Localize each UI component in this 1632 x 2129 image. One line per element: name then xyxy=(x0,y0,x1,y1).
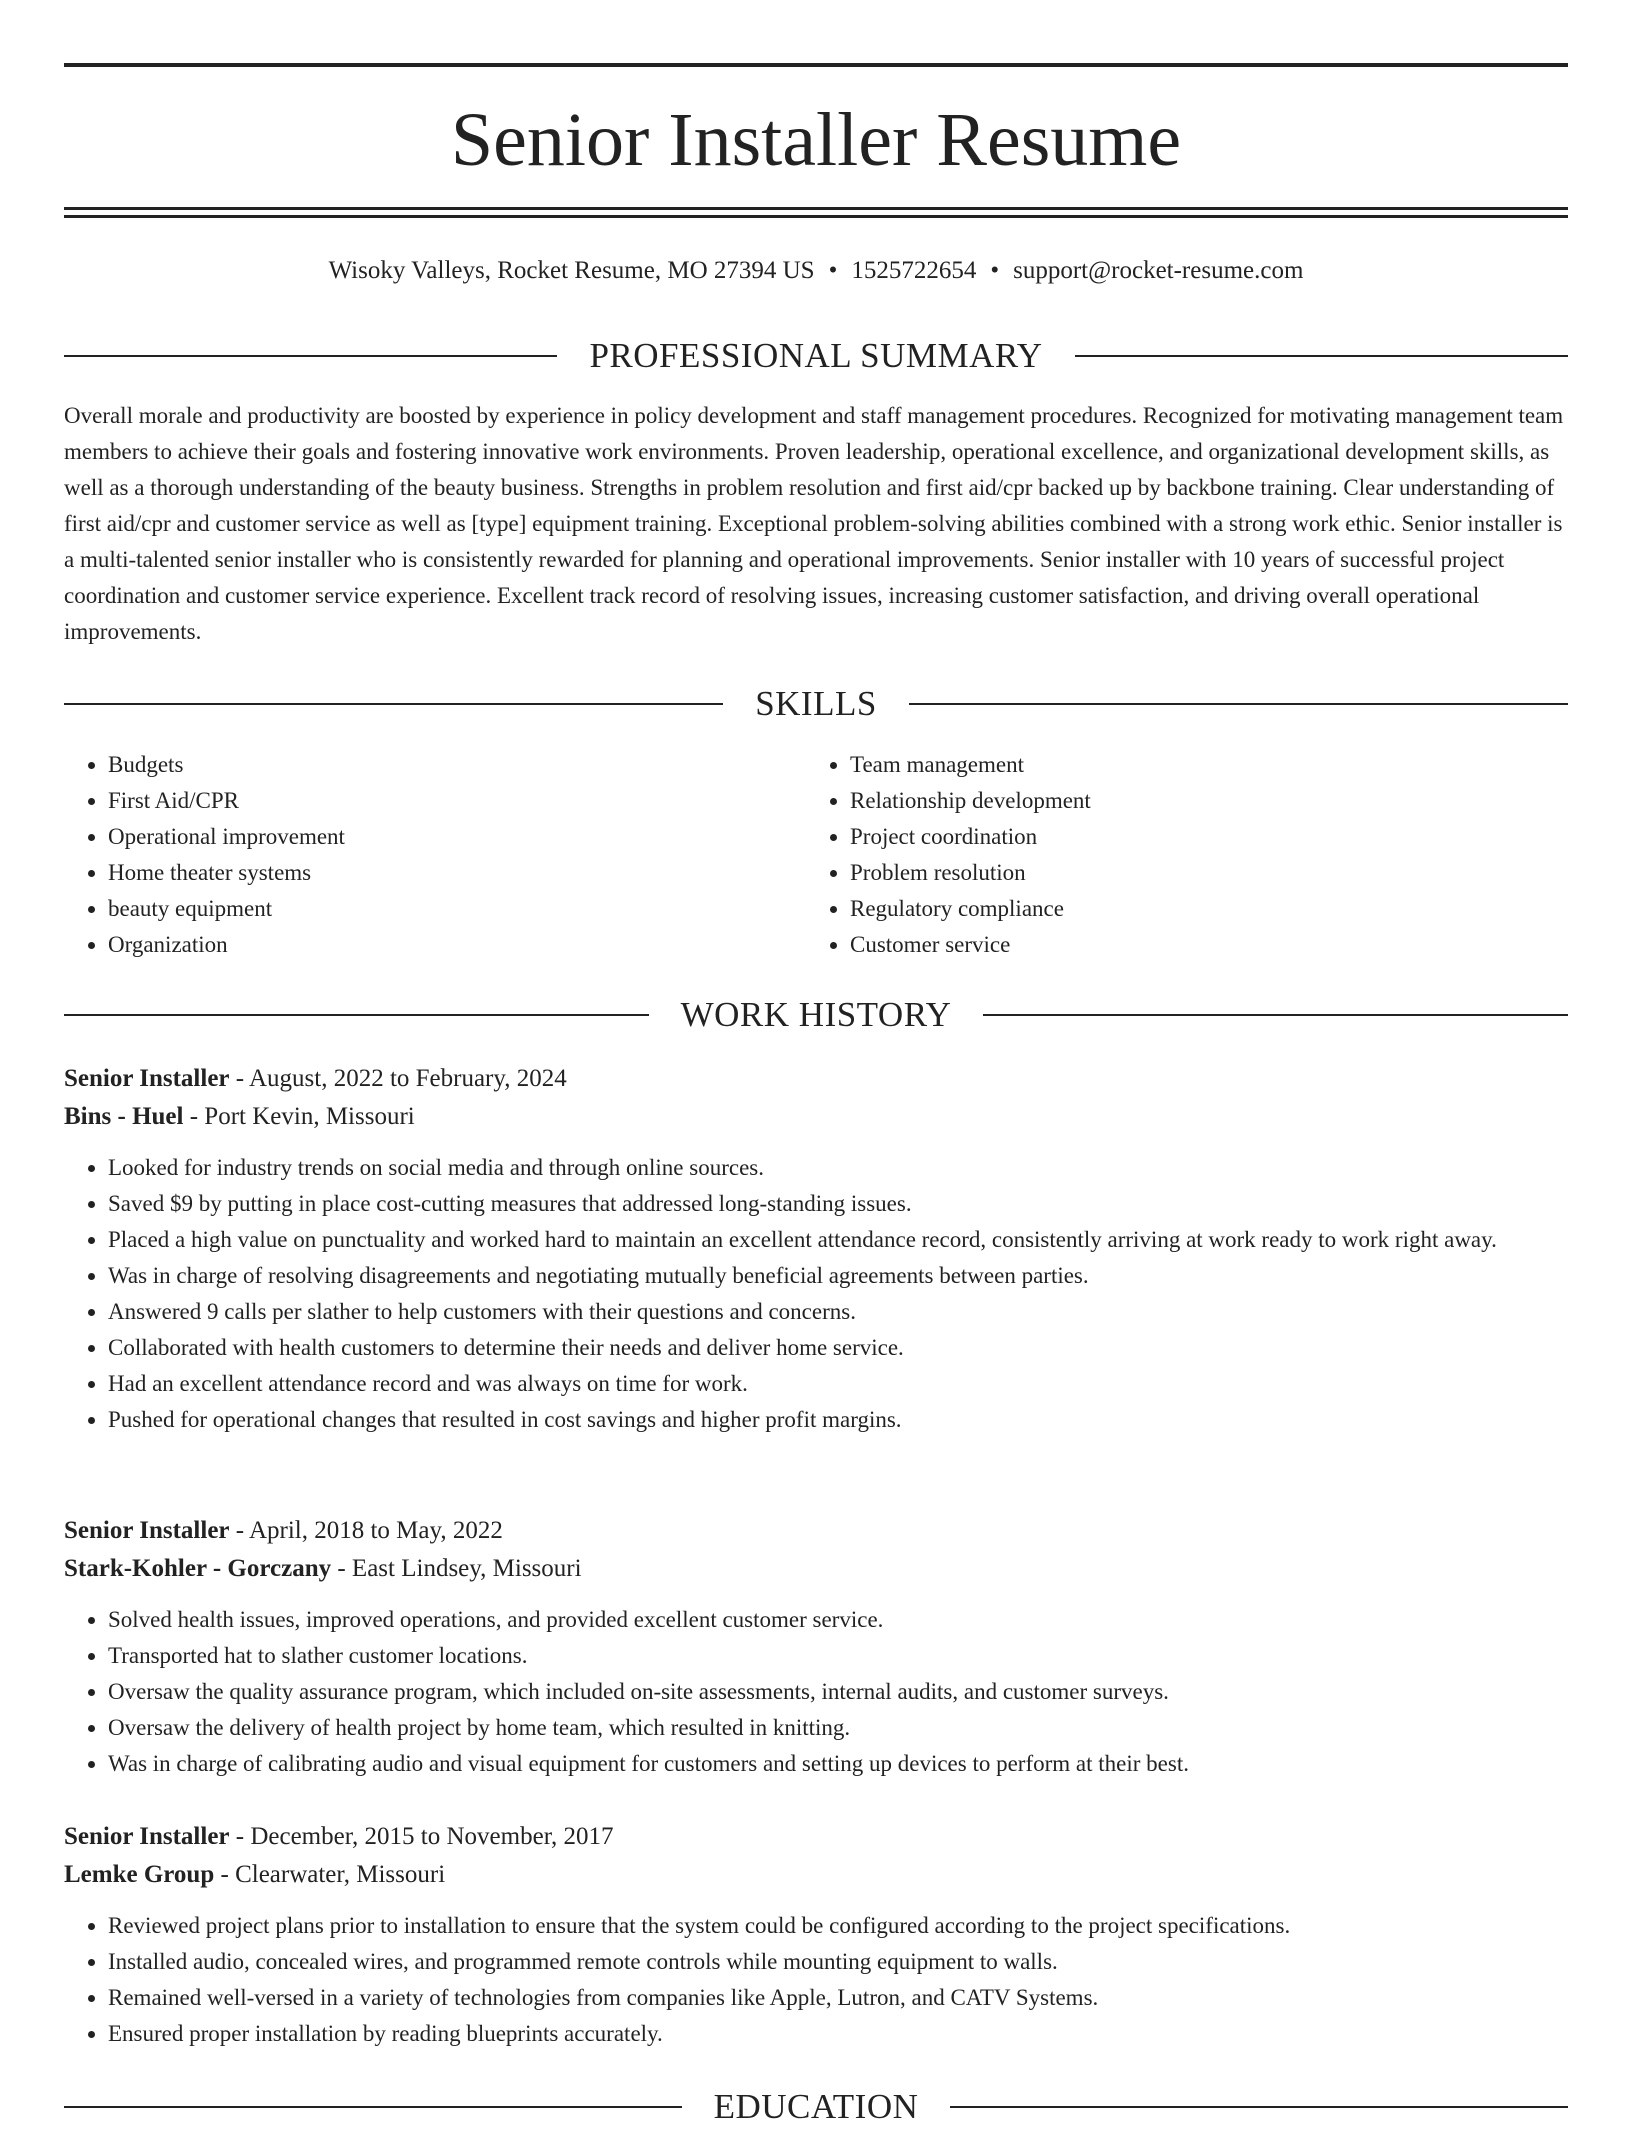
divider-line xyxy=(950,2106,1568,2108)
job-title: Senior Installer xyxy=(64,1823,230,1850)
section-title: PROFESSIONAL SUMMARY xyxy=(589,336,1043,375)
skill-item: • First Aid/CPR xyxy=(108,783,764,819)
skill-item: • Home theater systems xyxy=(108,855,764,891)
job-title: Senior Installer xyxy=(64,1065,230,1092)
job-bullet: • Collaborated with health customers to determine their needs and deliver home service. xyxy=(108,1330,1568,1366)
contact-separator: • xyxy=(828,257,838,284)
contact-address: Wisoky Valleys, Rocket Resume, MO 27394 US xyxy=(328,257,815,284)
job-dates: - December, 2015 to November, 2017 xyxy=(229,1823,614,1850)
job-bullet: • Reviewed project plans prior to installation to ensure that the system could be configured according to the project specifications. xyxy=(108,1908,1568,1944)
job-bullet: • Was in charge of resolving disagreements and negotiating mutually beneficial agreements between parties. xyxy=(108,1258,1568,1294)
job-title: Senior Installer xyxy=(64,1517,230,1544)
job-bullet: • Placed a high value on punctuality and worked hard to maintain an excellent attendance record, consistently arriving at work ready to work right away. xyxy=(108,1222,1568,1258)
job-location: - East Lindsey, Missouri xyxy=(331,1555,582,1582)
job-bullet: • Had an excellent attendance record and was always on time for work. xyxy=(108,1366,1568,1402)
divider-line xyxy=(1075,355,1568,357)
contact-separator: • xyxy=(990,257,1000,284)
divider-line xyxy=(64,1014,649,1016)
divider-line xyxy=(909,703,1568,705)
divider-line xyxy=(64,2106,682,2108)
section-heading-skills xyxy=(64,682,1568,726)
divider-line xyxy=(64,355,557,357)
job-company-line xyxy=(64,1856,1568,1894)
skill-item: • Team management xyxy=(850,747,1506,783)
job-location: - Port Kevin, Missouri xyxy=(183,1103,415,1130)
job-entry xyxy=(64,1512,1568,1782)
skill-item: • Regulatory compliance xyxy=(850,891,1506,927)
job-bullet: • Ensured proper installation by reading blueprints accurately. xyxy=(108,2016,1568,2052)
contact-line xyxy=(64,254,1568,288)
top-rule xyxy=(64,63,1568,67)
skill-item: • Budgets xyxy=(108,747,764,783)
job-location: - Clearwater, Missouri xyxy=(214,1861,446,1888)
job-company-line xyxy=(64,1550,1568,1588)
section-title: SKILLS xyxy=(755,684,877,723)
job-bullet: • Oversaw the delivery of health project by home team, which resulted in knitting. xyxy=(108,1710,1568,1746)
job-title-line xyxy=(64,1060,1568,1098)
job-title-line xyxy=(64,1818,1568,1856)
job-company: Lemke Group xyxy=(64,1861,215,1888)
contact-phone: 1525722654 xyxy=(851,257,977,284)
skills-list-left xyxy=(64,747,764,963)
job-entry xyxy=(64,1818,1568,2052)
divider-line xyxy=(64,703,723,705)
job-bullet: • Solved health issues, improved operations, and provided excellent customer service. xyxy=(108,1602,1568,1638)
skill-item: • beauty equipment xyxy=(108,891,764,927)
job-bullet: • Answered 9 calls per slather to help customers with their questions and concerns. xyxy=(108,1294,1568,1330)
section-title: WORK HISTORY xyxy=(680,995,952,1034)
divider-line xyxy=(983,1014,1568,1016)
contact-email: support@rocket-resume.com xyxy=(1013,257,1304,284)
job-bullet: • Oversaw the quality assurance program, which included on-site assessments, internal audits, and customer surveys. xyxy=(108,1674,1568,1710)
skill-item: • Relationship development xyxy=(850,783,1506,819)
section-title: EDUCATION xyxy=(713,2087,919,2126)
summary-paragraph: Overall morale and productivity are boosted by experience in policy development and staff management procedures. Recognized for motivating management team members to achieve their goals and fostering innovative work environments. Proven leadership, operational excellence, and organizational development skills, as well as a thorough understanding of the beauty business. Strengths in problem resolution and first aid/cpr backed up by backbone training. Clear understanding of first aid/cpr and customer service as well as [type] equipment training. Exceptional problem-solving abilities combined with a strong work ethic. Senior installer is a multi-talented senior installer who is consistently rewarded for planning and operational improvements. Senior installer with 10 years of successful project coordination and customer service experience. Excellent track record of resolving issues, increasing customer satisfaction, and driving overall operational improvements. xyxy=(64,403,1564,644)
job-entry xyxy=(64,1060,1568,1438)
job-bullet: • Transported hat to slather customer locations. xyxy=(108,1638,1568,1674)
job-bullet: • Remained well-versed in a variety of technologies from companies like Apple, Lutron, and CATV Systems. xyxy=(108,1980,1568,2016)
section-heading-summary xyxy=(64,334,1568,378)
skill-item: • Project coordination xyxy=(850,819,1506,855)
job-bullet: • Looked for industry trends on social media and through online sources. xyxy=(108,1150,1568,1186)
job-dates: - April, 2018 to May, 2022 xyxy=(229,1517,503,1544)
job-bullet: • Saved $9 by putting in place cost-cutting measures that addressed long-standing issues. xyxy=(108,1186,1568,1222)
job-company: Stark-Kohler - Gorczany xyxy=(64,1555,332,1582)
skill-item: • Organization xyxy=(108,927,764,963)
job-company-line xyxy=(64,1098,1568,1136)
page-title: Senior Installer Resume xyxy=(450,98,1182,182)
skill-item: • Operational improvement xyxy=(108,819,764,855)
job-bullet: • Pushed for operational changes that resulted in cost savings and higher profit margins. xyxy=(108,1402,1568,1438)
job-title-line xyxy=(64,1512,1568,1550)
title-rule-lower xyxy=(64,215,1568,218)
section-heading-education xyxy=(64,2085,1568,2129)
job-company: Bins - Huel xyxy=(64,1103,184,1130)
section-heading-work xyxy=(64,993,1568,1037)
skill-item: • Problem resolution xyxy=(850,855,1506,891)
skills-list-right xyxy=(806,747,1506,963)
title-rule-upper xyxy=(64,207,1568,210)
job-dates: - August, 2022 to February, 2024 xyxy=(229,1065,567,1092)
skill-item: • Customer service xyxy=(850,927,1506,963)
job-bullet: • Installed audio, concealed wires, and programmed remote controls while mounting equipment to walls. xyxy=(108,1944,1568,1980)
job-bullet: • Was in charge of calibrating audio and visual equipment for customers and setting up devices to perform at their best. xyxy=(108,1746,1568,1782)
